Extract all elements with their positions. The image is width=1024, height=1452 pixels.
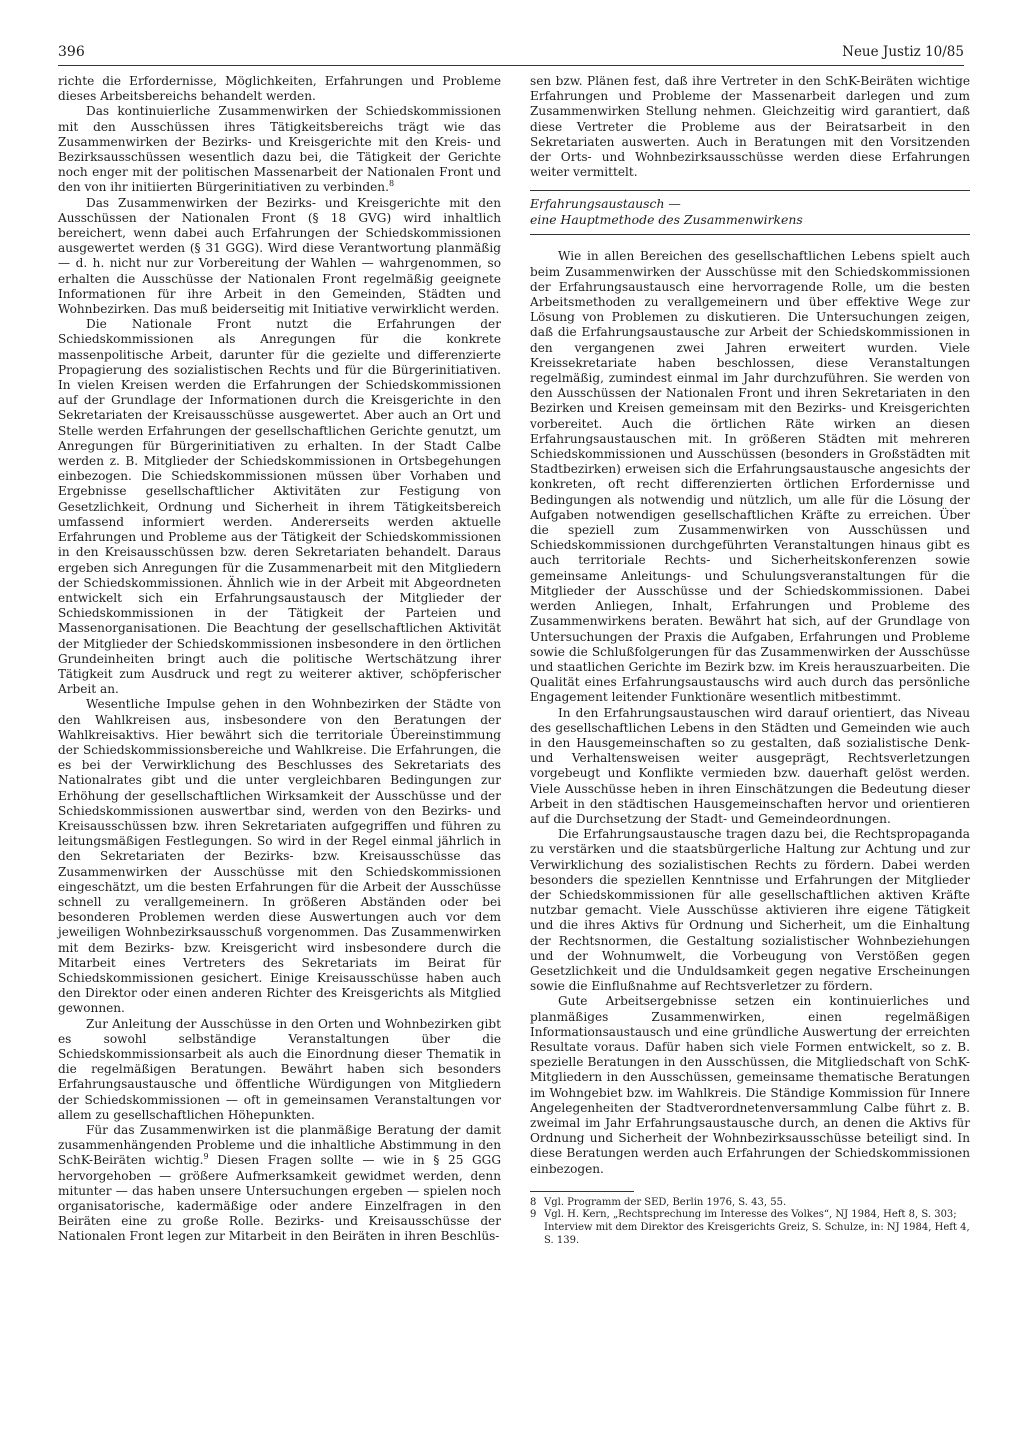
left-column [58,74,501,1245]
footnote [530,1197,970,1210]
footnote-rule [530,1191,634,1192]
footnote-marker: 9 [203,1152,209,1162]
section-heading [530,190,970,235]
paragraph [58,104,501,195]
header-rule [58,65,964,66]
footnote-text: Vgl. Programm der SED, Berlin 1976, S. 43, 55. [544,1196,787,1208]
paragraph: sen bzw. Plänen fest, daß ihre Vertreter in den SchK-Beiräten wichtige Erfahrungen und Probleme der Massenarbeit darlegen und zum Zusammenwirken Stellung nehmen. Gleichzeitig wird garantiert, daß diese Vertreter die Probleme aus der Beiratsarbeit in den Sekretariaten auswerten. Auch in Beratungen mit den Vorsitzenden der Orts- und Wohnbezirksausschüsse werden diese Erfahrungen weiter vermittelt. [530,74,970,180]
footnote-marker: 8 [388,179,395,189]
section-heading-line: Erfahrungsaustausch — [530,196,681,212]
paragraph: Die Erfahrungsaustausche tragen dazu bei, die Rechtspropaganda zu verstärken und die staatsbürgerliche Haltung zur Achtung und zur Verwirklichung des sozialistischen Rechts zu fördern. Dabei werden besonders die speziellen Kenntnisse und Erfahrungen der Mitglieder der Schiedskommissionen für alle gesellschaftlichen aktiven Kräfte nutzbar gemacht. Viele Ausschüsse aktivieren ihre eigene Tätigkeit und die ihres Aktivs für Ordnung und Sicherheit, um die Einhaltung der Rechtsnormen, die Gestaltung sozialistischer Wohnbeziehungen und der Wohnumwelt, die Vorbeugung von Verstößen gegen Gesetzlichkeit und die Unduldsamkeit gegen negative Erscheinungen sowie die Einflußnahme auf Rechtsverletzer zu fördern. [530,827,970,994]
paragraph: richte die Erfordernisse, Möglichkeiten, Erfahrungen und Probleme dieses Arbeitsbereichs behandelt werden. [58,74,501,104]
paragraph [58,1123,501,1245]
paragraph: Wie in allen Bereichen des gesellschaftlichen Lebens spielt auch beim Zusammenwirken der Ausschüsse mit den Schiedskommissionen der Erfahrungsaustausch eine hervorragende Rolle, um die besten Arbeitsmethoden zu verallgemeinern und über effektive Wege zur Lösung von Problemen zu diskutieren. Die Untersuchungen zeigen, daß die Erfahrungsaustausche zur Arbeit der Schiedskommissionen in den vergangenen zwei Jahren erweitert wurden. Viele Kreissekretariate haben beschlossen, diese Veranstaltungen regelmäßig, zumindest einmal im Jahr durchzuführen. Sie werden von den Ausschüssen der Nationalen Front und ihren Sekretariaten in den Bezirken und Kreisen gemeinsam mit den Bezirks- und Kreisgerichten vorbereitet. Auch die örtlichen Räte wirken an diesen Erfahrungsaustauschen mit. In größeren Städten mit mehreren Schiedskommissionen und Ausschüssen (besonders in Großstädten mit Stadtbezirken) erweisen sich die Erfahrungsaustausche angesichts der konkreten, oft recht differenzierten örtlichen Erfordernisse und Bedingungen als notwendig und nützlich, um alle für die Lösung der Aufgaben notwendigen gesellschaftlichen Kräfte zu erreichen. Über die speziell zum Zusammenwirken von Ausschüssen und Schiedskommissionen durchgeführten Veranstaltungen hinaus gibt es auch territoriale Rechts- und Sicherheitskonferenzen sowie gemeinsame Anleitungs- und Schulungsveranstaltungen für die Mitglieder der Ausschüsse und der Schiedskommissionen. Dabei werden Anliegen, Inhalt, Erfahrungen und Probleme des Zusammenwirkens beraten. Bewährt hat sich, auf der Grundlage von Untersuchungen der Praxis die Aufgaben, Erfahrungen und Probleme sowie die Schlußfolgerungen für das Zusammenwirken der Ausschüsse und staatlichen Gerichte im Bezirk bzw. im Kreis herauszuarbeiten. Die Qualität eines Erfahrungsaustauschs wird auch durch das persönliche Engagement leitender Funktionäre wesentlich mitbestimmt. [530,249,970,705]
footnote-number: 9 [530,1209,537,1221]
footnote [530,1209,970,1247]
page-number: 396 [58,44,85,60]
footnote-text: Vgl. H. Kern, „Rechtsprechung im Interesse des Volkes“, NJ 1984, Heft 8, S. 303; Interview mit dem Direktor des Kreisgerichts Greiz, S. Schulze, in: NJ 1984, Heft 4, S. 139. [544,1209,970,1246]
paragraph: Gute Arbeitsergebnisse setzen ein kontinuierliches und planmäßiges Zusammenwirken, einen regelmäßigen Informationsaustausch und eine gründliche Auswertung der erreichten Resultate voraus. Dafür haben sich viele Formen entwickelt, so z. B. spezielle Beratungen in den Ausschüssen, die Mitgliedschaft von SchK-Mitgliedern in den Ausschüssen, gemeinsame thematische Beratungen im Wohngebiet bzw. im Wahlkreis. Die Ständige Kommission für Innere Angelegenheiten der Stadtverordnetenversammlung Calbe führt z. B. zweimal im Jahr Erfahrungsaustausche durch, an denen die Aktivs für Ordnung und Sicherheit der Wohnbezirksausschüsse beteiligt sind. In diese Beratungen werden auch Erfahrungen der Schiedskommissionen einbezogen. [530,994,970,1176]
paragraph: Das Zusammenwirken der Bezirks- und Kreisgerichte mit den Ausschüssen der Nationalen Front (§ 18 GVG) wird inhaltlich bereichert, wenn dabei auch Erfahrungen der Schiedskommissionen ausgewertet werden (§ 31 GGG). Wird diese Verantwortung planmäßig — d. h. nicht nur zur Vorbereitung der Wahlen — wahrgenommen, so erhalten die Ausschüsse der Nationalen Front regelmäßig geeignete Informationen für ihre Arbeit in den Gemeinden, Städten und Wohnbezirken. Das muß beiderseitig mit Initiative verwirklicht werden. [58,195,501,317]
page-header [58,44,964,64]
paragraph-text: Für das Zusammenwirken ist die planmäßige Beratung der damit zusammenhängenden Probleme und die inhaltliche Abstimmung in den SchK-Beiräten wichtig. [58,1123,501,1168]
footnote-number: 8 [530,1196,537,1208]
journal-issue: Neue Justiz 10/85 [842,44,964,60]
paragraph: Die Nationale Front nutzt die Erfahrungen der Schiedskommissionen als Anregungen für die konkrete massenpolitische Arbeit, darunter für die gezielte und differenzierte Propagierung des sozialistischen Rechts und für die Bürgerinitiativen. In vielen Kreisen werden die Erfahrungen der Schiedskommissionen auf der Grundlage der Informationen durch die Kreisgerichte in den Sekretariaten der Kreisausschüsse ausgewertet. Aber auch an Ort und Stelle werden Erfahrungen der gesellschaftlichen Gerichte genutzt, um Anregungen für Bürgerinitiativen zu erhalten. In der Stadt Calbe werden z. B. Mitglieder der Schiedskommissionen in Ortsbegehungen einbezogen. Die Schiedskommissionen müssen über Vorhaben und Ergebnisse gesellschaftlicher Aktivitäten zur Festigung von Gesetzlichkeit, Ordnung und Sicherheit in ihrem Tätigkeitsbereich umfassend informiert werden. Andererseits werden aktuelle Erfahrungen und Probleme aus der Tätigkeit der Schiedskommissionen in den Kreisausschüssen bzw. deren Sekretariaten behandelt. Daraus ergeben sich Anregungen für die Zusammenarbeit mit den Mitgliedern der Schiedskommissionen. Ähnlich wie in der Arbeit mit Abgeordneten entwickelt sich ein Erfahrungsaustausch der Mitglieder der Schiedskommissionen in der Tätigkeit der Parteien und Massenorganisationen. Die Beachtung der gesellschaftlichen Aktivität der Mitglieder der Schiedskommissionen insbesondere in den örtlichen Grundeinheiten bringt auch die politische Wertschätzung ihrer Tätigkeit zum Ausdruck und regt zu weiterer aktiver, schöpferischer Arbeit an. [58,317,501,697]
section-heading-line: eine Hauptmethode des Zusammenwirkens [530,212,803,228]
paragraph-text: Diesen Fragen sollte — wie in § 25 GGG hervorgehoben — größere Aufmerksamkeit gewidmet werden, denn mitunter — das haben unsere Untersuchungen ergeben — spielen noch organisatorische, kadermäßige oder andere Einzelfragen in den Beiräten eine zu große Rolle. Bezirks- und Kreisausschüsse der Nationalen Front legen zur Mitarbeit in den Beiräten in ihren Beschlüs- [58,1153,501,1244]
paragraph: Wesentliche Impulse gehen in den Wohnbezirken der Städte von den Wahlkreisen aus, insbesondere von den Beratungen der Wahlkreisaktivs. Hier bewährt sich die territoriale Übereinstimmung der Schiedskommissionsbereiche und Wahlkreise. Die Erfahrungen, die es bei der Verwirklichung des Beschlusses des Sekretariats des Nationalrates gibt und die unter vergleichbaren Bedingungen zur Erhöhung der gesellschaftlichen Wirksamkeit der Ausschüsse und der Schiedskommissionen auswertbar sind, werden von den Bezirks- und Kreisausschüssen bzw. ihren Sekretariaten aufgegriffen und führen zu leitungsmäßigen Festlegungen. So wird in der Regel einmal jährlich in den Sekretariaten der Bezirks- bzw. Kreisausschüsse das Zusammenwirken der Ausschüsse mit den Schiedskommissionen eingeschätzt, um die besten Erfahrungen für die Arbeit der Ausschüsse schnell zu verallgemeinern. In größeren Abständen oder bei besonderen Problemen werden diese Auswertungen auch vor dem jeweiligen Wohnbezirksausschuß vorgenommen. Das Zusammenwirken mit dem Bezirks- bzw. Kreisgericht wird insbesondere durch die Mitarbeit eines Vertreters des Sekretariats im Beirat für Schiedskommissionen gesichert. Einige Kreisausschüsse haben auch den Direktor oder einen anderen Richter des Kreisgerichts als Mitglied gewonnen. [58,697,501,1016]
paragraph: In den Erfahrungsaustauschen wird darauf orientiert, das Niveau des gesellschaftlichen Lebens in den Städten und Gemeinden wie auch in den Hausgemeinschaften so zu gestalten, daß sozialistische Denk- und Verhaltensweisen weiter ausgeprägt, Rechtsverletzungen vorgebeugt und Konflikte vermieden bzw. dauerhaft gelöst werden. Viele Ausschüsse heben in ihren Einschätzungen die Bedeutung dieser Arbeit in den städtischen Hausgemeinschaften hervor und orientieren auf die Durchsetzung der Stadt- und Gemeindeordnungen. [530,705,970,826]
paragraph: Zur Anleitung der Ausschüsse in den Orten und Wohnbezirken gibt es sowohl selbständige Veranstaltungen über die Schiedskommissionsarbeit als auch die Einordnung dieser Thematik in die regelmäßigen Beratungen. Bewährt haben sich besonders Erfahrungsaustausche und öffentliche Würdigungen von Mitgliedern der Schiedskommissionen — oft in gemeinsamen Veranstaltungen vor allem zu gesellschaftlichen Höhepunkten. [58,1016,501,1122]
paragraph-text: Das kontinuierliche Zusammenwirken der Schiedskommissionen mit den Ausschüssen ihres Tätigkeitsbereichs trägt wie das Zusammenwirken der Bezirks- und Kreisgerichte mit den Kreis- und Bezirksausschüssen wesentlich dazu bei, die Tätigkeit der Gerichte noch enger mit der politischen Massenarbeit der Nationalen Front und den von ihr initiierten Bürgerinitiativen zu verbinden. [58,104,501,195]
right-column [530,74,970,1247]
